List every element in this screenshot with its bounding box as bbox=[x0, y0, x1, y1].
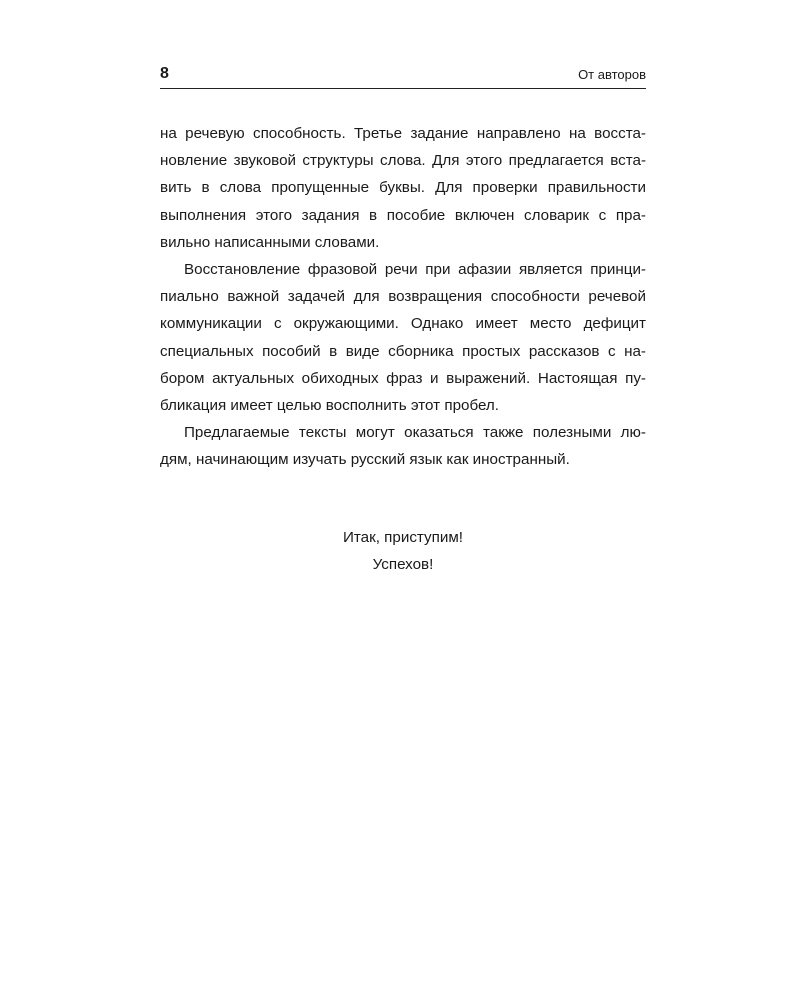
section-title: От авторов bbox=[578, 67, 646, 82]
text-line: вить в слова пропущенные буквы. Для проверки правильности bbox=[160, 179, 646, 197]
text-line: Восстановление фразовой речи при афазии является принци- bbox=[184, 260, 646, 278]
running-header bbox=[160, 62, 646, 89]
closing-block bbox=[160, 524, 646, 578]
closing-line-2: Успехов! bbox=[372, 556, 434, 574]
page-number: 8 bbox=[160, 65, 169, 82]
text-line: Предлагаемые тексты могут оказаться также полезными лю- bbox=[184, 424, 646, 442]
text-line: пиально важной задачей для возвращения способности речевой bbox=[160, 288, 646, 306]
text-line: вильно написанными словами. bbox=[160, 233, 380, 251]
closing-line-1: Итак, приступим! bbox=[342, 529, 464, 546]
text-line: специальных пособий в виде сборника простых рассказов с на- bbox=[160, 342, 646, 360]
body-text bbox=[160, 120, 646, 473]
text-line: на речевую способность. Третье задание направлено на восста- bbox=[160, 125, 646, 142]
text-line: выполнения этого задания в пособие включен словарик с пра- bbox=[160, 206, 646, 224]
text-line: бликация имеет целью восполнить этот пробел. bbox=[160, 396, 500, 414]
text-line: бором актуальных обиходных фраз и выражений. Настоящая пу- bbox=[160, 369, 646, 387]
text-line: коммуникации с окружающими. Однако имеет место дефицит bbox=[160, 315, 646, 333]
text-line: новление звуковой структуры слова. Для этого предлагается вста- bbox=[160, 152, 646, 170]
text-line: дям, начинающим изучать русский язык как иностранный. bbox=[160, 451, 570, 469]
